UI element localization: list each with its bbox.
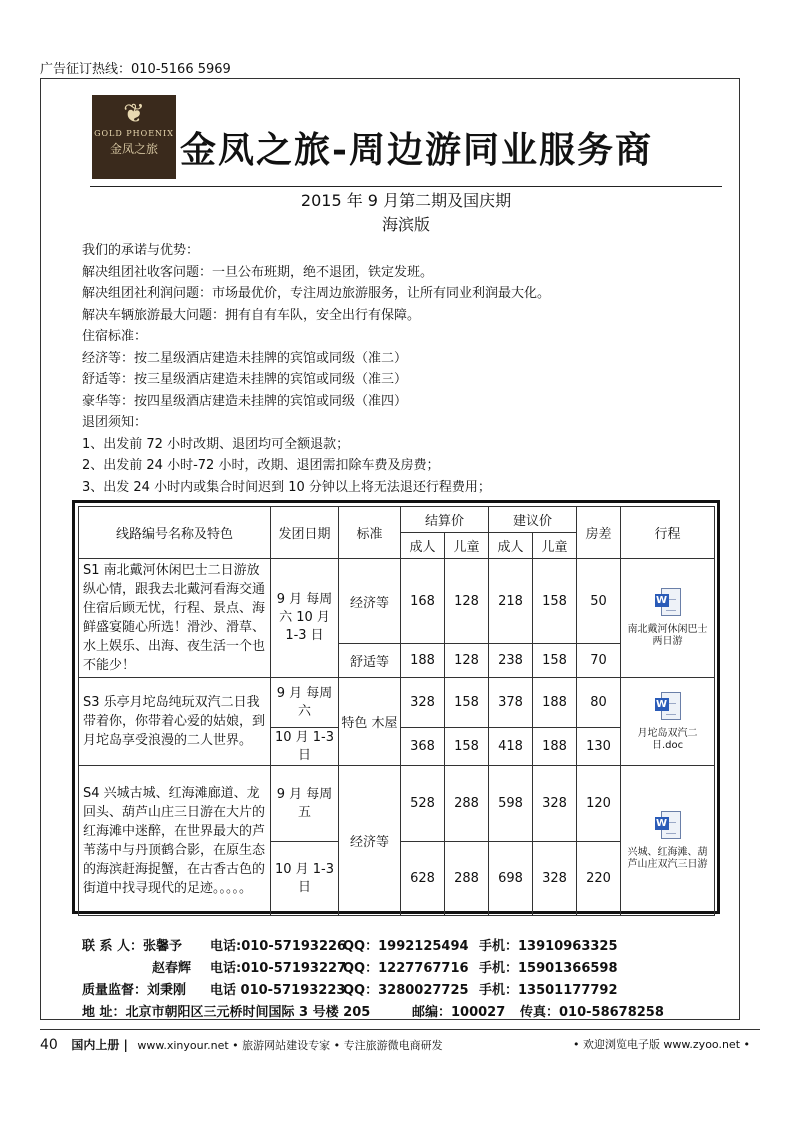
contact-mobile: 手机：15901366598 <box>479 961 618 976</box>
contact-qq: QQ：1992125494 <box>343 939 469 954</box>
header-settle-adult: 成人 <box>401 533 445 559</box>
route-s3-suggest-child-b: 188 <box>533 728 577 766</box>
route-s3-suggest-adult-a: 378 <box>489 678 533 728</box>
policy-line: 3、出发 24 小时内或集合时间迟到 10 分钟以上将无法退还行程费用； <box>82 479 491 495</box>
policy-line: 住宿标准： <box>82 329 148 344</box>
route-s1-itinerary[interactable] <box>621 559 715 678</box>
header-settle-price: 结算价 <box>401 507 489 533</box>
contact-postcode: 邮编：100027 <box>412 1005 506 1020</box>
contact-mobile: 手机：13910963325 <box>479 939 618 954</box>
policy-line: 舒适等：按三星级酒店建造未挂牌的宾馆或同级（准三） <box>82 372 408 387</box>
itinerary-file-name[interactable]: 南北戴河休闲巴士两日游 <box>627 624 708 647</box>
route-s4-suggest-adult-b: 698 <box>489 842 533 916</box>
policy-text <box>82 240 550 498</box>
route-s1-settle-adult-b: 188 <box>401 644 445 678</box>
route-s3-date-b: 10 月 1-3 日 <box>271 728 339 766</box>
policy-line: 退团须知： <box>82 415 148 430</box>
header-suggest-adult: 成人 <box>489 533 533 559</box>
header-settle-child: 儿童 <box>445 533 489 559</box>
route-s1-suggest-child-a: 158 <box>533 559 577 644</box>
gold-phoenix-logo <box>92 95 176 179</box>
route-s4-itinerary[interactable] <box>621 766 715 916</box>
route-s3-settle-child-b: 158 <box>445 728 489 766</box>
contact-name: 赵春辉 <box>152 961 192 976</box>
route-s4-suggest-child-a: 328 <box>533 766 577 842</box>
quality-supervisor: 质量监督：刘秉刚 <box>82 983 187 998</box>
issue-title: 2015 年 9 月第二期及国庆期 <box>300 191 512 210</box>
contact-name: 联 系 人：张馨予 <box>82 939 183 954</box>
contact-qq: QQ：1227767716 <box>343 961 469 976</box>
section-name: 国内上册 | <box>71 1038 128 1052</box>
route-s1-room-diff-a: 50 <box>577 559 621 644</box>
policy-line: 2、出发前 24 小时-72 小时，改期、退团需扣除车费及房费； <box>82 458 440 473</box>
header-suggest-price: 建议价 <box>489 507 577 533</box>
contact-mobile: 手机：13501177792 <box>479 983 618 998</box>
route-s4-standard: 经济等 <box>339 766 401 916</box>
banner-title: 金凤之旅-周边游同业服务商 <box>180 129 653 171</box>
route-s4-suggest-adult-a: 598 <box>489 766 533 842</box>
contact-fax: 传真：010-58678258 <box>520 1005 664 1020</box>
route-s4-settle-child-a: 288 <box>445 766 489 842</box>
table-row <box>79 766 715 842</box>
route-s3-settle-adult-b: 368 <box>401 728 445 766</box>
route-s1-settle-adult-a: 168 <box>401 559 445 644</box>
route-s3-suggest-adult-b: 418 <box>489 728 533 766</box>
word-doc-icon[interactable]: W <box>655 588 681 616</box>
route-s1-suggest-child-b: 158 <box>533 644 577 678</box>
contact-block <box>82 936 664 1024</box>
logo-english: GOLD PHOENIX <box>94 129 174 138</box>
page-number: 40 <box>40 1037 58 1053</box>
contact-qq: QQ：3280027725 <box>343 983 469 998</box>
route-s3-room-diff-a: 80 <box>577 678 621 728</box>
route-s4-suggest-child-b: 328 <box>533 842 577 916</box>
policy-line: 解决组团社利润问题：市场最优价，专注周边旅游服务，让所有同业利润最大化。 <box>82 286 551 301</box>
phoenix-icon: ❦ <box>123 99 145 129</box>
route-s4-date-b: 10 月 1-3 日 <box>271 842 339 916</box>
header-standard: 标准 <box>339 507 401 559</box>
itinerary-file-name[interactable]: 月坨岛双汽二日.doc <box>637 727 698 751</box>
route-s4-settle-child-b: 288 <box>445 842 489 916</box>
route-s1-settle-child-a: 128 <box>445 559 489 644</box>
header-itinerary: 行程 <box>621 507 715 559</box>
route-s1-settle-child-b: 128 <box>445 644 489 678</box>
header-date: 发团日期 <box>271 507 339 559</box>
policy-line: 解决车辆旅游最大问题：拥有自有车队，安全出行有保障。 <box>82 307 421 323</box>
header-room-diff: 房差 <box>577 507 621 559</box>
logo-chinese: 金凤之旅 <box>109 142 158 156</box>
route-s1-room-diff-b: 70 <box>577 644 621 678</box>
word-doc-icon[interactable]: W <box>655 692 681 720</box>
route-s1-suggest-adult-a: 218 <box>489 559 533 644</box>
route-s3-standard: 特色 木屋 <box>339 678 401 766</box>
footer-rule <box>40 1029 760 1030</box>
route-s1-date: 9 月 每周六 10 月 1-3 日 <box>271 559 339 678</box>
route-s3-date-a: 9 月 每周六 <box>271 678 339 728</box>
route-s3-settle-adult-a: 328 <box>401 678 445 728</box>
route-s4-settle-adult-a: 528 <box>401 766 445 842</box>
route-s3-suggest-child-a: 188 <box>533 678 577 728</box>
header-suggest-child: 儿童 <box>533 533 577 559</box>
contact-row <box>82 936 664 958</box>
table-row <box>79 559 715 644</box>
route-s1-standard-a: 经济等 <box>339 559 401 644</box>
route-s3-description: S3 乐亭月坨岛纯玩双汽二日我带着你，你带着心爱的姑娘，到月坨岛享受浪漫的二人世界。 <box>79 678 271 766</box>
contact-row <box>82 980 664 1002</box>
table-row <box>79 678 715 728</box>
footer-right-text[interactable]: • 欢迎浏览电子版 www.zyoo.net • <box>572 1038 750 1051</box>
policy-line: 我们的承诺与优势： <box>82 243 200 258</box>
contact-tel: 电话 010-57193223 <box>210 983 346 998</box>
contact-row <box>82 958 664 980</box>
word-doc-icon[interactable]: W <box>655 811 681 839</box>
contact-address: 地 址：北京市朝阳区三元桥时间国际 3 号楼 205 <box>82 1005 371 1020</box>
header-route: 线路编号名称及特色 <box>79 507 271 559</box>
table-header-row <box>79 507 715 533</box>
route-table <box>78 506 715 916</box>
header-rule <box>90 186 722 187</box>
itinerary-file-name[interactable]: 兴城、红海滩、葫芦山庄双汽三日游 <box>627 846 708 870</box>
route-s1-suggest-adult-b: 238 <box>489 644 533 678</box>
footer-left-text[interactable]: www.xinyour.net • 旅游网站建设专家 • 专注旅游微电商研发 <box>137 1039 443 1052</box>
route-s1-standard-b: 舒适等 <box>339 644 401 678</box>
contact-tel: 电话:010-57193227 <box>210 961 347 976</box>
policy-line: 经济等：按二星级酒店建造未挂牌的宾馆或同级（准二） <box>82 350 408 366</box>
route-table-frame <box>72 500 720 914</box>
edition-title: 海滨版 <box>381 215 430 234</box>
route-s3-itinerary[interactable] <box>621 678 715 766</box>
route-s1-description: S1 南北戴河休闲巴士二日游放纵心情，跟我去北戴河看海交通住宿后顾无忧，行程、景点、海鲜盛宴随心所选！滑沙、滑草、水上娱乐、出海、夜生活一个也不能少！ <box>79 559 271 678</box>
route-s3-room-diff-b: 130 <box>577 728 621 766</box>
contact-row <box>82 1002 664 1024</box>
route-s3-settle-child-a: 158 <box>445 678 489 728</box>
contact-tel: 电话:010-57193226 <box>210 939 347 954</box>
route-s4-room-diff-b: 220 <box>577 842 621 916</box>
policy-line: 1、出发前 72 小时改期、退团均可全额退款； <box>82 436 350 452</box>
route-s4-date-a: 9 月 每周五 <box>271 766 339 842</box>
route-s4-description: S4 兴城古城、红海滩廊道、龙回头、葫芦山庄三日游在大片的红海滩中迷醉，在世界最大的芦苇荡中与丹顶鹤合影，在原生态的海滨赶海捉蟹，在古香古色的街道中找寻现代的足迹。。。。。 <box>79 766 271 916</box>
page-footer <box>40 1036 760 1053</box>
route-s4-settle-adult-b: 628 <box>401 842 445 916</box>
ad-hotline: 广告征订热线：010-5166 5969 <box>40 62 231 77</box>
policy-line: 解决组团社收客问题：一旦公布班期，绝不退团，铁定发班。 <box>82 264 434 280</box>
policy-line: 豪华等：按四星级酒店建造未挂牌的宾馆或同级（准四） <box>82 393 408 409</box>
route-s4-room-diff-a: 120 <box>577 766 621 842</box>
